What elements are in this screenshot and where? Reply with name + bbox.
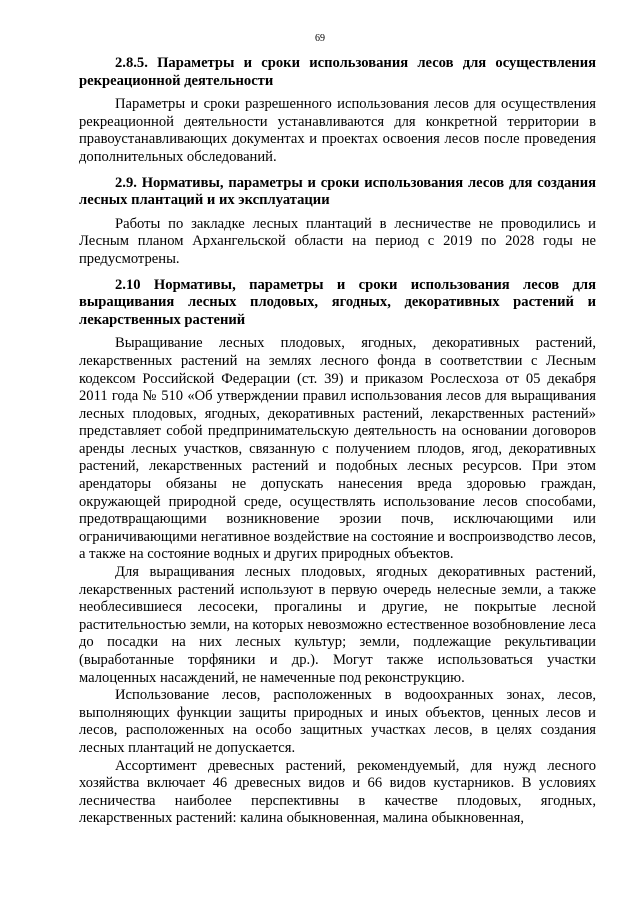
section-heading-2-10: 2.10 Нормативы, параметры и сроки использования лесов для выращивания лесных плодовых, ягодных, декоративных растений и лекарственных растений [79, 276, 596, 328]
section-heading-2-9: 2.9. Нормативы, параметры и сроки использования лесов для создания лесных плантаций и их эксплуатации [79, 174, 596, 209]
paragraph: Для выращивания лесных плодовых, ягодных декоративных растений, лекарственных растений используют в первую очередь нелесные земли, а также необлесившиеся лесосеки, прогалины и другие, не покрытые лесной растительностью земли, на которых невозможно естественное возобновление леса до посадки на них лесных культур; земли, подлежащие рекультивации (выработанные торфяники и др.). Могут также использоваться участки малоценных насаждений, не намеченные под реконструкцию. [79, 564, 596, 686]
paragraph: Выращивание лесных плодовых, ягодных, декоративных растений, лекарственных растений на землях лесного фонда в соответствии с Лесным кодексом Российской Федерации (ст. 39) и приказом Рослесхоза от 05 декабря 2011 года № 510 «Об утверждении правил использования лесов для выращивания лесных плодовых, ягодных, декоративных растений, лекарственных растений» представляет собой предпринимательскую деятельность на основании договоров аренды лесных участков, связанную с получением плодов, ягод, декоративных растений, лекарственных растений и подобных лесных ресурсов. При этом арендаторы обязаны не допускать нанесения вреда здоровью граждан, окружающей природной среде, осуществлять использование лесов способами, предотвращающими возникновение эрозии почв, исключающими или ограничивающими негативное воздействие на состояние и воспроизводство лесов, а также на состояние водных и других природных объектов. [79, 335, 596, 563]
paragraph: Ассортимент древесных растений, рекомендуемый, для нужд лесного хозяйства включает 46 древесных видов и 66 видов кустарников. В условиях лесничества наиболее перспективны в качестве плодовых, ягодных, лекарственных растений: калина обыкновенная, малина обыкновенная, [79, 757, 596, 827]
page-number: 69 [315, 33, 325, 44]
section-heading-2-8-5: 2.8.5. Параметры и сроки использования лесов для осуществления рекреационной деятельности [79, 55, 596, 89]
page-content [79, 55, 596, 828]
paragraph: Работы по закладке лесных плантаций в лесничестве не проводились и Лесным планом Архангельской области на период с 2019 по 2028 годы не предусмотрены. [79, 215, 596, 267]
paragraph: Использование лесов, расположенных в водоохранных зонах, лесов, выполняющих функции защиты природных и иных объектов, ценных лесов и лесов, расположенных на особо защитных участках лесов, в целях создания лесных плантаций не допускается. [79, 687, 596, 756]
paragraph: Параметры и сроки разрешенного использования лесов для осуществления рекреационной деятельности устанавливаются для конкретной территории в правоустанавливающих документах и проектах освоения лесов после проведения дополнительных обследований. [79, 96, 596, 165]
